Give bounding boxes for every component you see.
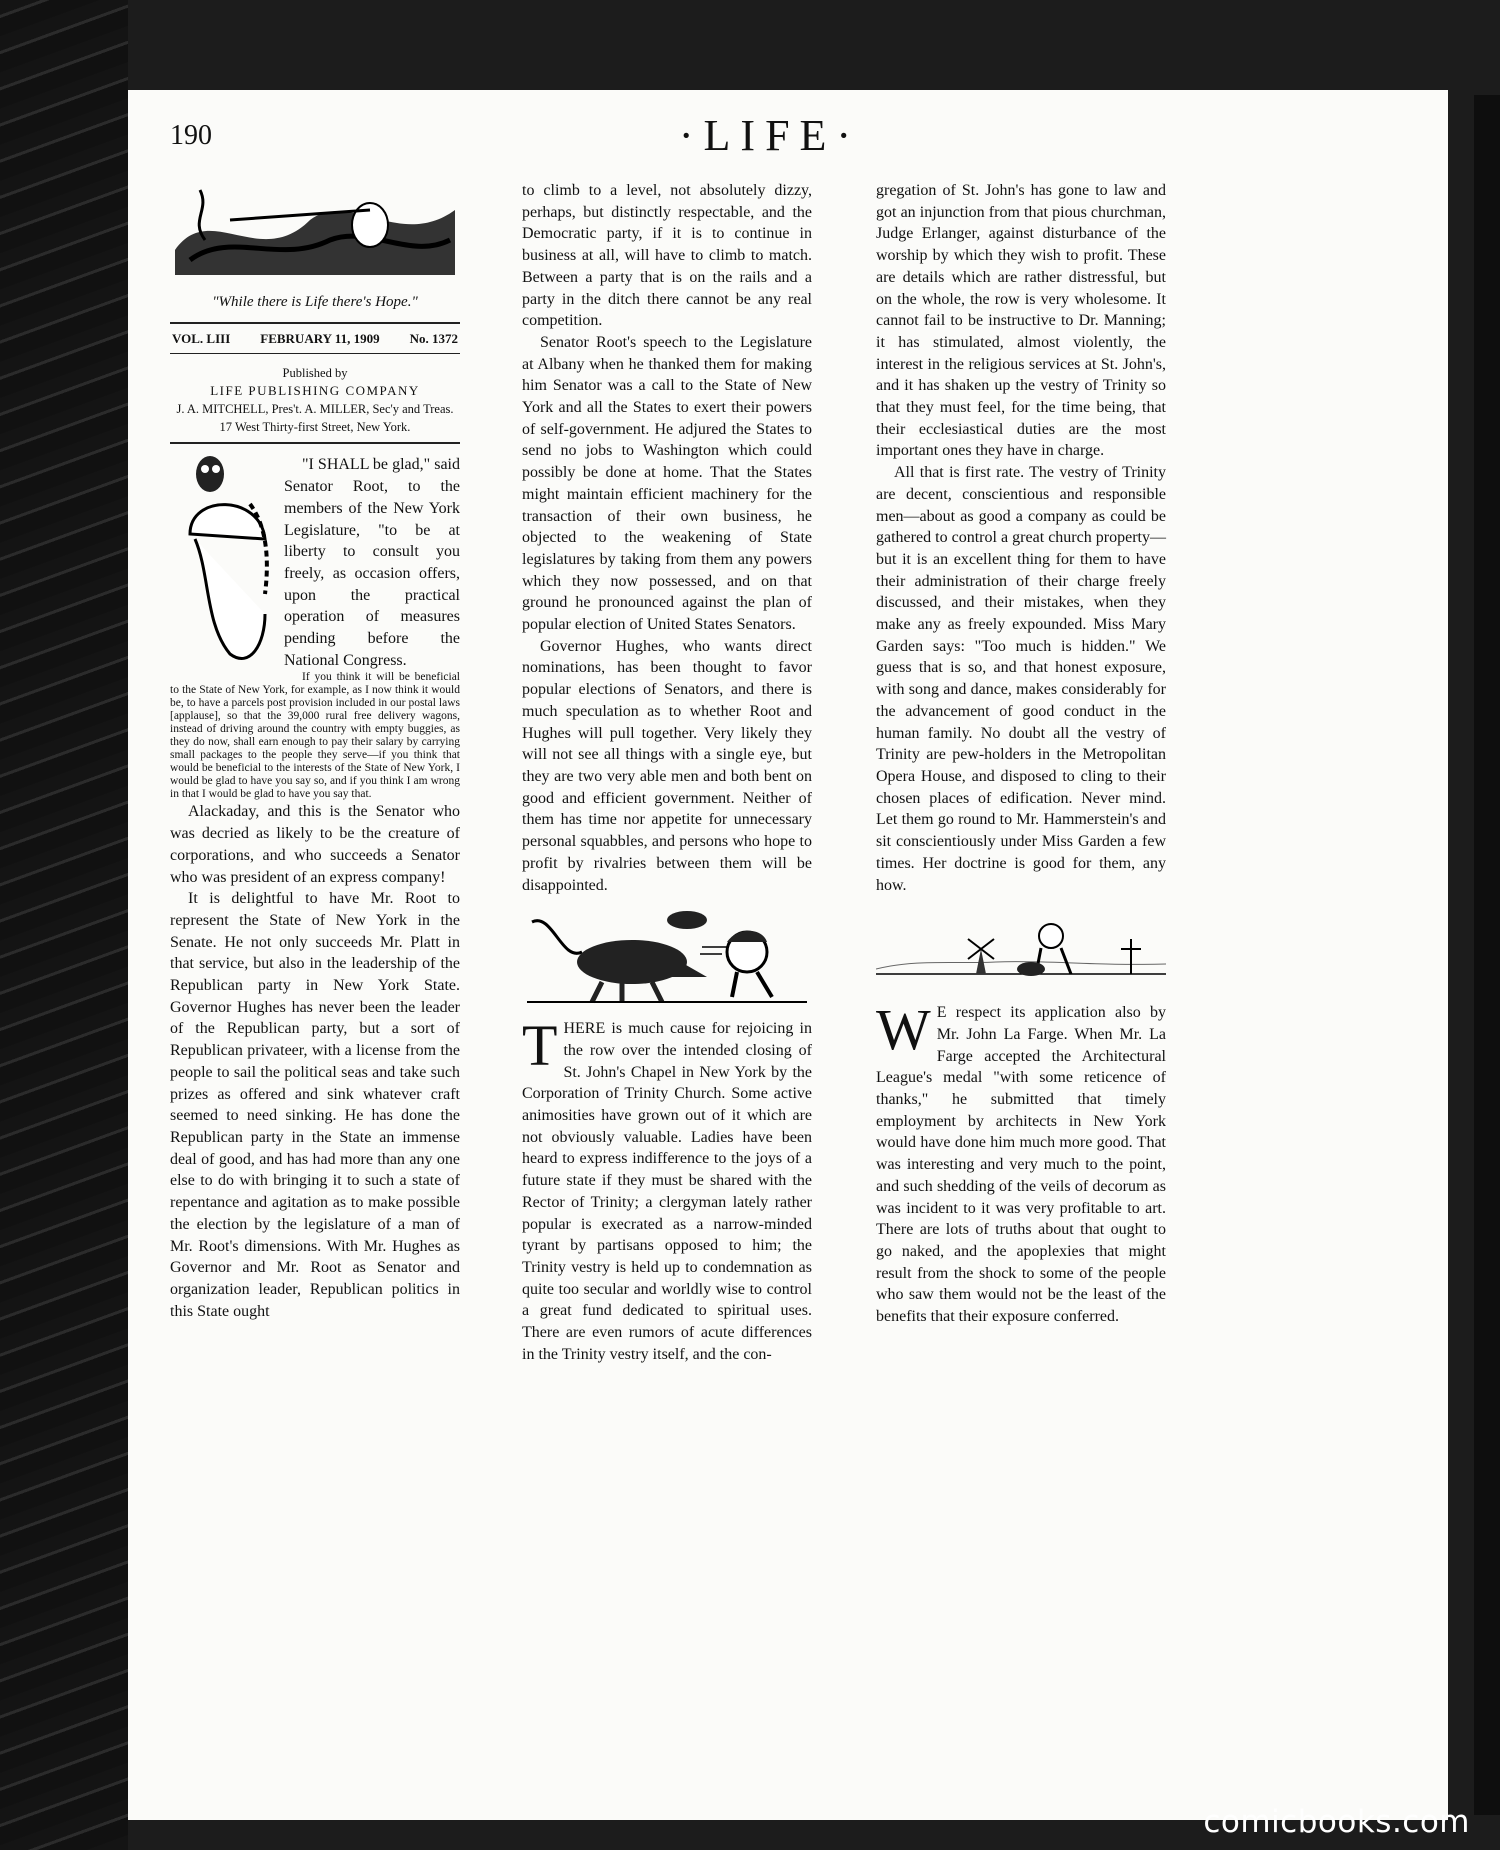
officers: J. A. MITCHELL, Pres't. A. MILLER, Sec'y and Treas. bbox=[176, 402, 454, 417]
col3-paragraph-1: gregation of St. John's has gone to law and got an injunction from that pious churchman, Judge Erlanger, against disturbance of the worship by which they wish to profit. These are details which are rather distressful, but on the whole, the row is very wholesome. It cannot fail to be instructive to Dr. Manning; it has stimulated, almost violently, the interest in the religious services at St. John's, and it has shaken up the vestry of Trinity so that they must feel, for the time being, that their ecclesiastical duties are the most important ones they have in charge. bbox=[876, 182, 1166, 460]
issue-date: FEBRUARY 11, 1909 bbox=[260, 330, 380, 346]
col3-paragraph-3: W E respect its application also by Mr. John La Farge. When Mr. La Farge accepted the Architectural League's medal "with some reticence of thanks," he submitted that timely employment by architects in New York would have done him much more good. That was interesting and very much to the point, and such shedding of the veils of decorum as was incident to it was very profitable to art. There are lots of truths about that ought to go naked, and the apoplexies that might result from the shock to some of the people who saw them would not be the least of the benefits that their exposure conferred. bbox=[876, 997, 1166, 1326]
col1-paragraph-1: Alackaday, and this is the Senator who was decried as likely to be the creature of corporations, and who succeeds a Senator who was president of an express company! bbox=[170, 803, 460, 886]
column-3 bbox=[876, 180, 1166, 1328]
column-2 bbox=[522, 180, 812, 1365]
dropcap-t: T bbox=[522, 1013, 558, 1079]
root-speech: "I SHALL be glad," said Senator Root, to the members of the New York Legislature, "to be at liberty to consult you freely, as occasion offers, upon the practical operation of measures pending before the National Congress. bbox=[284, 456, 460, 669]
published-by: Published by bbox=[282, 366, 348, 381]
masthead-illustration bbox=[170, 180, 460, 280]
minerva-owl-illustration bbox=[170, 454, 280, 684]
volume: VOL. LIII bbox=[172, 330, 231, 346]
column-1 bbox=[170, 180, 460, 1322]
watermark: comicbooks.com bbox=[1203, 1804, 1470, 1840]
volume-line bbox=[170, 322, 460, 355]
col3-paragraph-2: All that is first rate. The vestry of Trinity are decent, conscientious and responsible men—about as good a company as could be gathered to control a great church property—but it is an excellent thing for them to have their administration of their charge freely discussed, and their mistakes, when they make any as freely expounded. Miss Mary Garden says: "Too much is hidden." We guess that is so, and that honest exposure, with song and dance, makes considerably for the advancement of good conduct in the human family. No doubt all the vestry of Trinity are pew-holders in the Metropolitan Opera House, and disposed to cling to their chosen places of edification. Never mind. Let them go round to Mr. Hammerstein's and sit conscientiously under Miss Garden a few times. Her doctrine is good for them, any how. bbox=[876, 464, 1166, 894]
col2-paragraph-1: to climb to a level, not absolutely dizzy, perhaps, but distinctly respectable, and the Democratic party, if it is to continue in business at all, will have to climb to match. Between a party that is on the rails and a party in the ditch there cannot be any real competition. bbox=[522, 182, 812, 330]
col2-paragraph-4: THERE is much cause for rejoicing in the row over the intended closing of St. John's Chapel in New York by the Corporation of Trinity Church. Some active animosities have grown out of it which are not obviously valuable. Ladies have been heard to express indifference to the joys of a future state if they must be shared with the Rector of Trinity; a clergyman lately rather popular is execrated as a narrow-minded tyrant by partisans opposed to him; the Trinity vestry is held up to condemnation as quite too secular and worldly wise to control a great fund dedicated to spiritual uses. There are even rumors of acute differences in the Trinity vestry itself, and the con- bbox=[522, 1013, 812, 1363]
windmill-boy-illustration bbox=[876, 914, 1166, 994]
issue-number: No. 1372 bbox=[409, 330, 458, 346]
root-quote: If you think it will be beneficial to the State of New York, for example, as I now think it would be, to have a parcels post provision included in our postal laws [applause], so that the 39,000 rural free delivery wagons, instead of driving around the country with empty buggies, as they do now, shall earn enough to pay their salary by carrying small packages to the people they serve—if you think that would be beneficial to the interests of the State of New York, I would be glad to have you say so, and if you think I am wrong in that I would be glad to have you say that. bbox=[170, 671, 460, 801]
book-binding-edge bbox=[0, 0, 128, 1850]
next-page-edge bbox=[1474, 95, 1500, 1815]
page-number: 190 bbox=[170, 120, 212, 151]
dropcap-w: W bbox=[876, 997, 931, 1063]
bull-chase-illustration bbox=[522, 902, 812, 1012]
masthead-title: ·LIFE· bbox=[678, 111, 862, 160]
company-name: LIFE PUBLISHING COMPANY bbox=[210, 383, 420, 399]
address: 17 West Thirty-first Street, New York. bbox=[219, 420, 411, 435]
motto: "While there is Life there's Hope." bbox=[212, 294, 418, 310]
publisher-block bbox=[170, 364, 460, 444]
col2-paragraph-2: Senator Root's speech to the Legislature at Albany when he thanked them for making him Senator was a call to the State of New York and all the States to exert their powers of self-government. He adjured the States to send no jobs to Washington which could possibly be done at home. That the States might maintain efficient machinery for the transaction of their own business, he objected to the weakening of State legislatures by taking from them any powers which they now possessed, and on that ground he pronounced against the plan of popular election of United States Senators. bbox=[522, 333, 812, 634]
col2-paragraph-3: Governor Hughes, who wants direct nominations, has been thought to favor popular elections of Senators, and there is much speculation as to whether Root and Hughes will pull together. Very likely they will not see all things with a single eye, but they are two very able men and both bent on good and efficient government. Neither of them has time nor appetite for unnecessary personal squabbles, and persons who hope to profit by rivalries between them will be disappointed. bbox=[522, 637, 812, 894]
col1-paragraph-2: It is delightful to have Mr. Root to represent the State of New York in the Senate. He not only succeeds Mr. Platt in that service, but also in the leadership of the Republican party in New York State. Governor Hughes has never been the leader of the Republican party, but a sort of Republican privateer, with a license from the people to sail the political seas and take such prizes as offered and sink whatever craft seemed to need sinking. He has done the Republican party in the State an immense deal of good, and has had more than any one else to do with bringing it to such a state of repentance and agitation as to make possible the election by the legislature of a man of Mr. Root's dimensions. With Mr. Hughes as Governor and Mr. Root as Senator and organization leader, Republican politics in this State ought bbox=[170, 890, 460, 1320]
